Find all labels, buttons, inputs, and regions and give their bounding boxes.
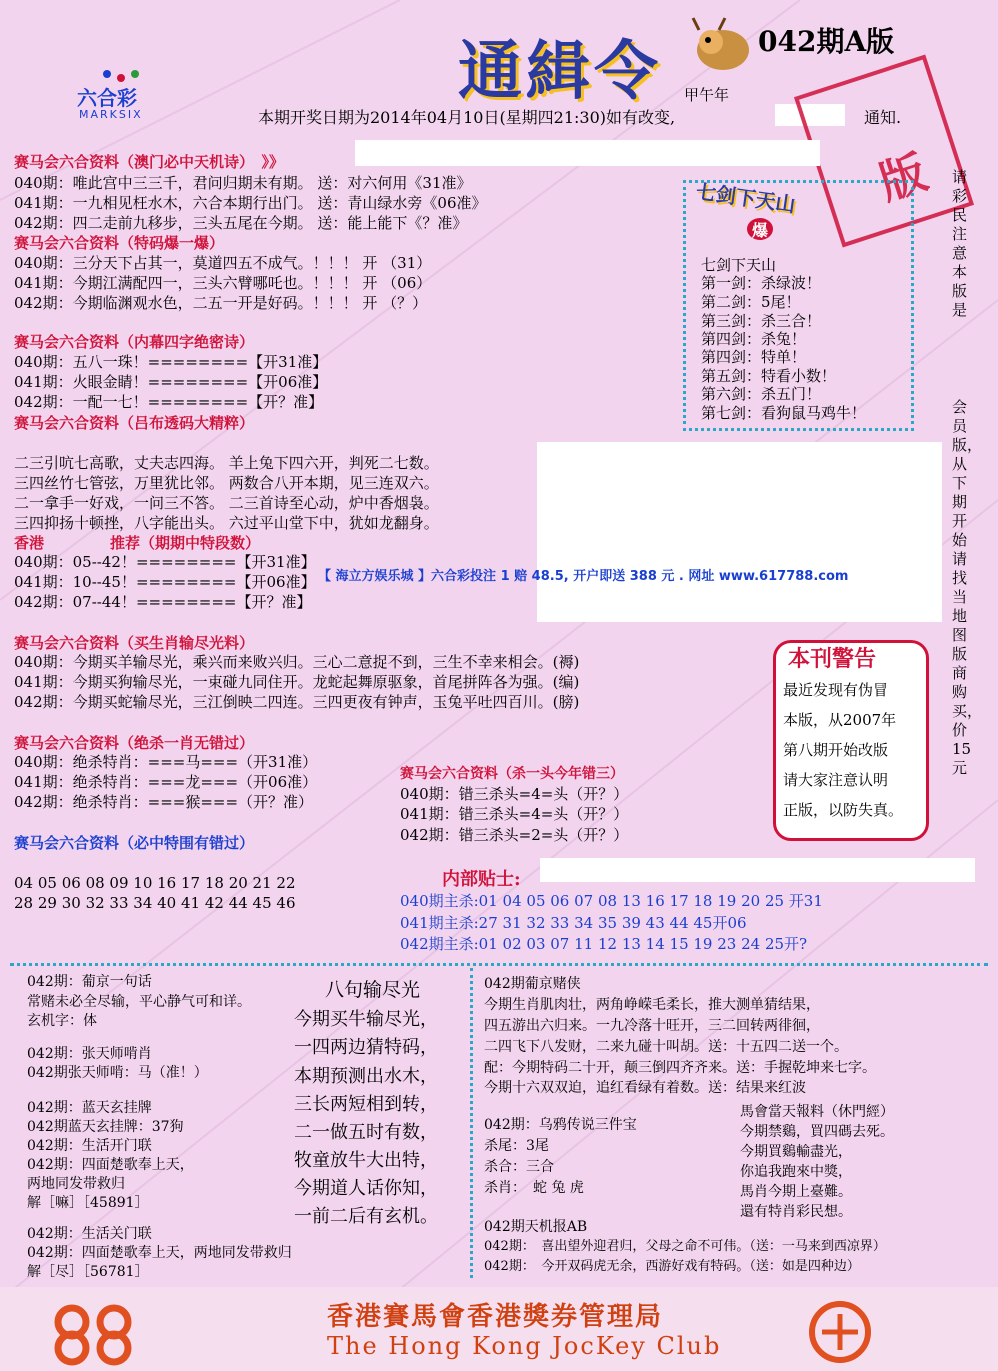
warning-line: 正版，以防失真。	[783, 801, 904, 819]
section-title: 赛马会六合资料（杀一头今年错三）	[400, 766, 624, 782]
hkjc-logo-left	[50, 1300, 140, 1366]
br-line: 042期： 今开双码虎无余，西游好戏有特码。（送：如是四种边）	[484, 1259, 860, 1274]
data-line: 042期：今期临渊观水色，二五一开是好码。！！！ 开 （？）	[14, 294, 428, 312]
data-line: 041期：绝杀特肖：===龙===（开06准）	[14, 773, 318, 791]
bl-line: 042期：蓝天玄挂牌	[27, 1100, 152, 1116]
warning-line: 本版，从2007年	[783, 711, 897, 729]
bl-line: 042期：葡京一句话	[27, 974, 152, 990]
section-title: 赛马会六合资料（内幕四字绝密诗）	[14, 333, 255, 351]
data-line: 041期：10--45！========【开06准】	[14, 573, 316, 591]
poem-line: 一前二后有玄机。	[294, 1206, 438, 1227]
data-line: 三四抑扬十顿挫，八字能出头。 六过平山堂下中，犹如龙翻身。	[14, 514, 439, 532]
data-line: 042期：绝杀特肖：===猴===（开？准）	[14, 793, 314, 811]
bl-line: 042期：四面楚歌奉上天，	[27, 1157, 194, 1173]
br-line: 配：今期特码二十开，颠三倒四齐齐来。送：手握乾坤来七字。	[484, 1060, 876, 1076]
page-title: 通緝令	[458, 34, 662, 109]
br-line: 杀肖： 蛇 兔 虎	[484, 1180, 584, 1196]
bl-line: 玄机字：体	[27, 1013, 97, 1029]
data-line: 040期：唯此宫中三三千，君问归期未有期。 送：对六何用《31准》	[14, 174, 472, 192]
year-label: 甲午年	[684, 86, 730, 104]
draw-notice: 本期开奖日期为2014年04月10日(星期四21:30)如有改变,	[258, 108, 676, 127]
section-title: 赛马会六合资料（买生肖输尽光料）	[14, 634, 255, 652]
data-line: 二三引吭七高歌，丈夫志四海。 羊上兔下四六开，判死二七数。	[14, 454, 439, 472]
tips-line: 042期主杀:01 02 03 07 11 12 13 14 15 19 23 24 25开?	[400, 935, 808, 953]
poem-line: 二一做五时有数，	[294, 1122, 438, 1143]
data-line: 040期：错三杀头=4=头（开？）	[400, 785, 629, 803]
poem-title: 八句输尽光	[325, 979, 421, 1001]
section-title: 赛马会六合资料（必中特围有错过）	[14, 834, 255, 852]
sword-line: 第四剑：杀兔！	[701, 330, 807, 348]
redacted-area	[355, 140, 820, 166]
br-line: 042期天机报AB	[484, 1219, 588, 1235]
data-line: 042期：四二走前九移步，三头五尾在今期。 送：能上能下《？准》	[14, 214, 468, 232]
tips-line: 041期主杀:27 31 32 33 34 35 39 43 44 45开06	[400, 914, 747, 932]
ad-banner[interactable]: 【 海立方娱乐城 】六合彩投注 1 赔 48.5, 开户即送 388 元 . 网址 www.617788.com	[318, 569, 849, 584]
br-line: 今期十六双双迫，追红看绿有着数。送：结果来红波	[484, 1080, 806, 1096]
bl-line: 042期：四面楚歌奉上天，两地同发带救归	[27, 1245, 292, 1261]
data-line: 042期：一配一七！========【开？准】	[14, 393, 324, 411]
sword-line: 第七剑：看狗鼠马鸡牛！	[701, 404, 867, 422]
ox-mascot	[685, 10, 755, 80]
data-line: 040期：五八一珠！========【开31准】	[14, 353, 328, 371]
tips-line: 040期主杀:01 04 05 06 07 08 13 16 17 18 19 20 25 开31	[400, 892, 823, 910]
data-line: 二一拿手一好戏，一问三不答。 二三首诗至心动，炉中香烟袅。	[14, 494, 439, 512]
section-title: 香港	[14, 534, 45, 552]
issue-label: 042期A版	[758, 25, 895, 58]
number-line: 28 29 30 32 33 34 40 41 42 44 45 46	[14, 894, 296, 912]
bl-line: 042期蓝天玄挂牌：37狗	[27, 1119, 184, 1135]
sword-badge-sub: 爆	[747, 218, 773, 240]
data-line: 042期：错三杀头=2=头（开？）	[400, 826, 629, 844]
footer-cn: 香港賽馬會香港獎券管理局	[327, 1302, 664, 1332]
br-line: 杀合：三合	[484, 1159, 554, 1175]
sword-line: 第六剑：杀五门！	[701, 385, 822, 403]
data-line: 三四丝竹七管弦，万里犹比邻。 两数合八开本期，见三连双六。	[14, 474, 439, 492]
br-line: 042期：乌鸦传说三件宝	[484, 1117, 637, 1133]
poem-line: 今期道人话你知，	[294, 1178, 438, 1199]
bl-line: 解［嘛］［45891］	[27, 1195, 149, 1211]
bl-line: 042期张天师啃：马（准！）	[27, 1065, 208, 1081]
br-line: 今期買鷄輸盡光，	[740, 1144, 852, 1160]
br-line: 042期葡京赌侠	[484, 976, 581, 992]
logo-cn: 六合彩	[77, 86, 137, 110]
redacted-area	[540, 858, 975, 882]
stamp-char: 版	[872, 144, 934, 211]
poem-line: 三长两短相到转，	[294, 1094, 438, 1115]
br-line: 四五游出六归来。一九冷落十旺开，三二回转两徘徊，	[484, 1018, 820, 1034]
bl-line: 常赌未必全尽输，平心静气可和详。	[27, 994, 251, 1010]
br-line: 杀尾：3尾	[484, 1138, 549, 1154]
sword-badge	[692, 168, 842, 238]
data-line: 041期：今期买狗输尽光，一束碰九同住开。龙蛇起舞原驱象，首尾拼阵各为强。(编)	[14, 673, 580, 691]
data-line: 040期：绝杀特肖：===马===（开31准）	[14, 753, 318, 771]
sword-badge-title: 七剑下天山	[694, 179, 797, 217]
data-line: 042期：07--44！========【开？准】	[14, 593, 312, 611]
br-line: 042期： 喜出望外迎君归，父母之命不可伟。（送：一马来到西凉界）	[484, 1239, 886, 1254]
divider	[10, 963, 988, 966]
br-line: 二四飞下八发财，二来九碰十叫胡。送：十五四二送一个。	[484, 1039, 848, 1055]
bl-line: 解［尽］［56781］	[27, 1264, 149, 1280]
sword-line: 第三剑：杀三合！	[701, 312, 822, 330]
bl-line: 两地同发带救归	[27, 1176, 125, 1192]
poem-line: 牧童放牛大出特，	[294, 1150, 438, 1171]
number-line: 04 05 06 08 09 10 16 17 18 20 21 22	[14, 874, 296, 892]
divider	[470, 968, 473, 1278]
poem-line: 本期预测出水木，	[294, 1066, 438, 1087]
poem-line: 一四两边猜特码，	[294, 1037, 438, 1058]
data-line: 041期：错三杀头=4=头（开？）	[400, 805, 629, 823]
br-line: 馬會當天報料（休門經）	[740, 1104, 894, 1120]
bl-line: 042期：生活关门联	[27, 1226, 152, 1242]
data-line: 040期：05--42！========【开31准】	[14, 553, 316, 571]
section-title: 赛马会六合资料（澳门必中天机诗） 》》	[14, 153, 285, 171]
tips-title: 内部贴士:	[442, 869, 521, 890]
marksix-logo	[75, 70, 175, 122]
side-note-top: 请彩民注意本版是	[952, 168, 968, 319]
side-note-bottom: 会员版，从下期开始请找当地图版商购买，价15元	[952, 398, 983, 777]
sword-line: 第二剑：5尾！	[701, 293, 801, 311]
br-line: 你追我跑來中獎，	[740, 1164, 852, 1180]
data-line: 041期：火眼金睛！========【开06准】	[14, 373, 328, 391]
data-line: 040期：今期买羊输尽光，乘兴而来败兴归。三心二意捉不到，三生不幸来相会。(褥)	[14, 653, 580, 671]
br-line: 今期生肖肌肉壮，两角峥嵘毛柔长，推大测单猜结果，	[484, 997, 820, 1013]
warning-line: 第八期开始改版	[783, 741, 889, 759]
br-line: 還有特肖彩民想。	[740, 1204, 852, 1220]
data-line: 041期：今期江满配四一，三头六臂哪吒也。！！！ 开 （06）	[14, 274, 432, 292]
br-line: 馬肖今期上臺難。	[740, 1184, 852, 1200]
data-line: 042期：今期买蛇输尽光，三江倒映二四连。三四更夜有钟声，玉兔平吐四百川。(膀)	[14, 693, 580, 711]
logo-en: MARKSIX	[79, 108, 143, 121]
footer-en: The Hong Kong JocKey Club	[327, 1332, 722, 1360]
sword-line: 第一剑：杀绿波！	[701, 274, 822, 292]
sword-line: 第五剑：特看小数！	[701, 367, 837, 385]
warning-line: 请大家注意认明	[783, 771, 889, 789]
draw-notice-end: 通知.	[864, 108, 902, 127]
br-line: 今期禁鷄，買四碼去死。	[740, 1124, 894, 1140]
section-title: 赛马会六合资料（吕布透码大精粹）	[14, 414, 255, 432]
section-title: 赛马会六合资料（特码爆一爆）	[14, 234, 225, 252]
section-title: 赛马会六合资料（绝杀一肖无错过）	[14, 734, 255, 752]
sword-line: 第四剑：特单！	[701, 348, 807, 366]
warning-line: 最近发现有伪冒	[783, 681, 889, 699]
warning-title: 本刊警告	[788, 646, 877, 672]
redacted-area	[537, 442, 942, 622]
data-line: 041期：一九相见枉水木，六合本期行出门。 送：青山绿水旁《06准》	[14, 194, 487, 212]
bl-line: 042期：生活开门联	[27, 1138, 152, 1154]
data-line: 040期：三分天下占其一，莫道四五不成气。！！！ 开 （31）	[14, 254, 432, 272]
sword-line: 七剑下天山	[701, 256, 777, 274]
section-title: 推荐（期期中特段数）	[110, 534, 261, 552]
bl-line: 042期：张天师啃肖	[27, 1046, 152, 1062]
poem-line: 今期买牛输尽光，	[294, 1009, 438, 1030]
hkjc-logo-right	[800, 1300, 880, 1364]
